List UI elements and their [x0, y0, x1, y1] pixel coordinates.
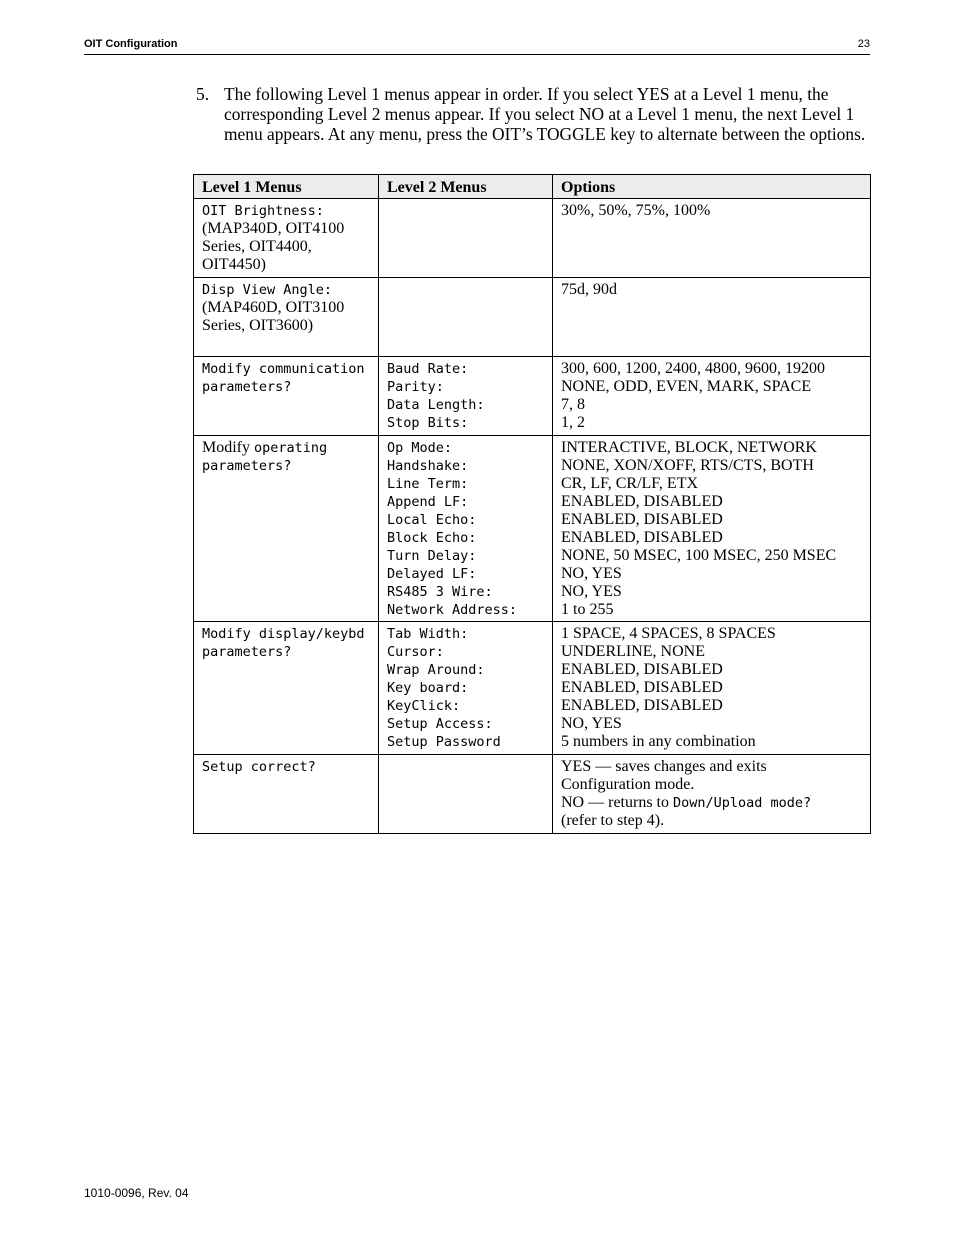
option-text: YES — saves changes and exits [561, 758, 767, 775]
level2-item: Wrap Around: [387, 662, 485, 678]
level1-text: Modify display/keybd [202, 626, 365, 642]
option-text: Down/Upload mode? [672, 795, 812, 811]
footer-doc-number: 1010-0096, Rev. 04 [84, 1186, 189, 1200]
options-cell [553, 436, 871, 622]
options-cell [553, 622, 871, 755]
level1-line [202, 317, 370, 335]
option-item: 300, 600, 1200, 2400, 4800, 9600, 19200 [561, 360, 825, 377]
table-header-row [194, 175, 871, 199]
option-item: NO, YES [561, 715, 622, 732]
table-row [194, 622, 871, 755]
table-row [194, 357, 871, 436]
level2-cell [379, 199, 553, 278]
level1-cell [194, 278, 379, 357]
option-item: 7, 8 [561, 396, 585, 413]
level1-cell [194, 755, 379, 834]
option-item: NO, YES [561, 583, 622, 600]
level1-line [202, 378, 370, 396]
option-item: ENABLED, DISABLED [561, 493, 723, 510]
page-header [84, 38, 870, 55]
option-item: ENABLED, DISABLED [561, 679, 723, 696]
level1-text: (MAP340D, OIT4100 [202, 220, 345, 237]
level2-cell [379, 436, 553, 622]
option-item: ENABLED, DISABLED [561, 697, 723, 714]
level2-item: Append LF: [387, 494, 469, 510]
table-row [194, 436, 871, 622]
options-cell [553, 278, 871, 357]
level2-item: Setup Password [387, 734, 501, 750]
level1-cell [194, 436, 379, 622]
option-item: 1 SPACE, 4 SPACES, 8 SPACES [561, 625, 776, 642]
level2-cell [379, 278, 553, 357]
level2-cell [379, 622, 553, 755]
level2-item: Key board: [387, 680, 469, 696]
level2-item: RS485 3 Wire: [387, 584, 493, 600]
option-item: CR, LF, CR/LF, ETX [561, 475, 699, 492]
level2-item: Turn Delay: [387, 548, 477, 564]
option-item: NONE, XON/XOFF, RTS/CTS, BOTH [561, 457, 814, 474]
level2-cell [379, 755, 553, 834]
options-cell [553, 755, 871, 834]
step-text: The following Level 1 menus appear in order. If you select YES at a Level 1 menu, the corresponding Level 2 menus appear. If you select NO at a Level 1 menu, the next Level 1 menu appears. At any menu, press the OIT’s TOGGLE key to alternate between the options. [224, 84, 866, 144]
level1-text: Series, OIT4400, [202, 238, 312, 255]
options-cell [553, 199, 871, 278]
table-row [194, 755, 871, 834]
column-header-level2: Level 2 Menus [379, 175, 553, 199]
level2-item: Tab Width: [387, 626, 469, 642]
option-text: Configuration mode. [561, 776, 695, 793]
level1-text: Modify [202, 439, 254, 456]
level1-line [202, 439, 370, 457]
level1-line [202, 238, 370, 256]
option-item: ENABLED, DISABLED [561, 511, 723, 528]
level1-text: Series, OIT3600) [202, 317, 314, 334]
option-text: (refer to step 4). [561, 812, 665, 829]
level1-line [202, 643, 370, 661]
level1-text: (MAP460D, OIT3100 [202, 299, 345, 316]
level1-text: Setup correct? [202, 759, 316, 775]
level1-text: Disp View Angle: [202, 282, 333, 298]
step-number: 5. [196, 84, 210, 104]
level1-line [202, 202, 370, 220]
level1-line [202, 360, 370, 378]
header-title: OIT Configuration [84, 38, 178, 50]
level1-text: OIT Brightness: [202, 203, 324, 219]
option-item: 1 to 255 [561, 601, 614, 618]
level1-text: Modify communication [202, 361, 365, 377]
level2-cell [379, 357, 553, 436]
level1-text: parameters? [202, 644, 292, 660]
table-row [194, 278, 871, 357]
level1-line [202, 299, 370, 317]
level2-item: Delayed LF: [387, 566, 477, 582]
column-header-options: Options [553, 175, 871, 199]
option-item: 5 numbers in any combination [561, 733, 756, 750]
option-line [561, 758, 862, 776]
level1-line [202, 220, 370, 238]
option-item: ENABLED, DISABLED [561, 529, 723, 546]
level2-item: Setup Access: [387, 716, 493, 732]
option-item: NONE, 50 MSEC, 100 MSEC, 250 MSEC [561, 547, 837, 564]
level2-item: Baud Rate: [387, 361, 469, 377]
table-row [194, 199, 871, 278]
level2-item: Cursor: [387, 644, 444, 660]
options-cell [553, 357, 871, 436]
level1-line [202, 625, 370, 643]
level2-item: Stop Bits: [387, 415, 469, 431]
level1-text: parameters? [202, 458, 292, 474]
option-line [561, 794, 862, 812]
level1-text: parameters? [202, 379, 292, 395]
option-item: UNDERLINE, NONE [561, 643, 705, 660]
option-item: 1, 2 [561, 414, 585, 431]
page-number: 23 [857, 38, 870, 50]
level1-cell [194, 199, 379, 278]
level2-item: Op Mode: [387, 440, 453, 456]
level1-line [202, 281, 370, 299]
option-item: 30%, 50%, 75%, 100% [561, 202, 711, 219]
level1-line [202, 457, 370, 475]
option-item: NONE, ODD, EVEN, MARK, SPACE [561, 378, 812, 395]
level2-item: Handshake: [387, 458, 469, 474]
level2-item: Data Length: [387, 397, 485, 413]
level2-item: Parity: [387, 379, 444, 395]
level2-item: KeyClick: [387, 698, 461, 714]
table-body [194, 199, 871, 834]
option-line [561, 812, 862, 830]
level1-cell [194, 357, 379, 436]
level1-line [202, 758, 370, 776]
option-item: NO, YES [561, 565, 622, 582]
level1-text: operating [254, 440, 328, 456]
menu-table [193, 174, 871, 834]
level1-text: OIT4450) [202, 256, 266, 273]
level2-item: Local Echo: [387, 512, 477, 528]
option-item: ENABLED, DISABLED [561, 661, 723, 678]
level2-item: Block Echo: [387, 530, 477, 546]
option-line [561, 776, 862, 794]
option-item: 75d, 90d [561, 281, 617, 298]
level2-item: Line Term: [387, 476, 469, 492]
option-item: INTERACTIVE, BLOCK, NETWORK [561, 439, 817, 456]
level1-line [202, 256, 370, 274]
column-header-level1: Level 1 Menus [194, 175, 379, 199]
level2-item: Network Address: [387, 602, 518, 618]
option-text: NO — returns to [561, 794, 673, 811]
level1-cell [194, 622, 379, 755]
